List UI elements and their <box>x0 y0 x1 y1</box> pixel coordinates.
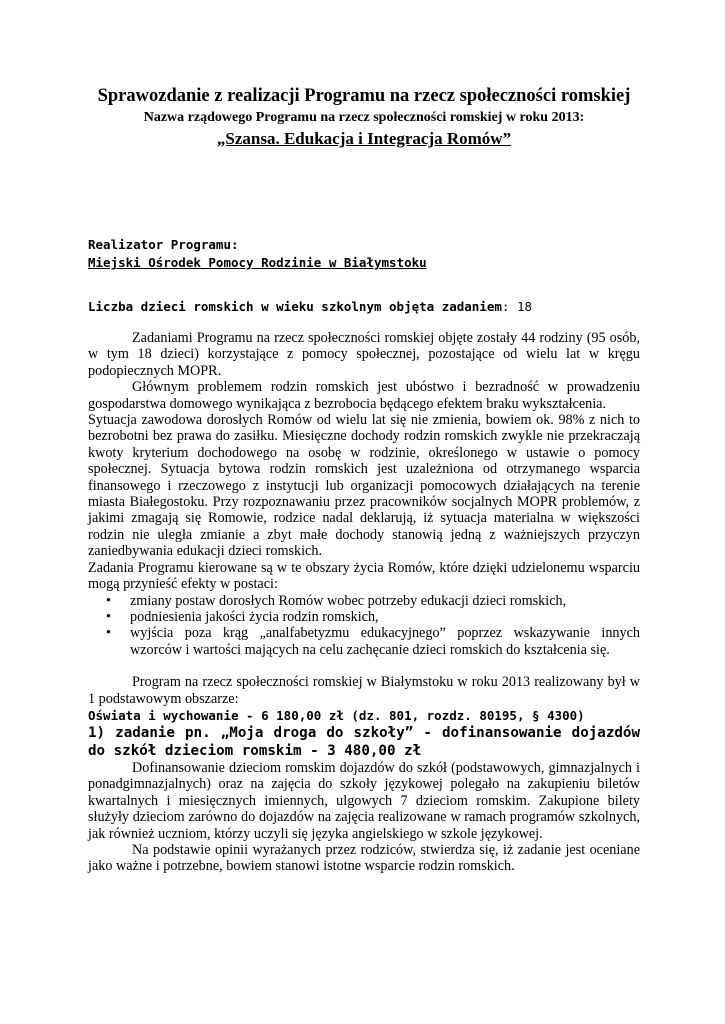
list-item <box>106 625 640 658</box>
effects-list <box>88 593 640 659</box>
paragraph-families: Zadaniami Programu na rzecz społeczności romskiej objęte zostały 44 rodziny (95 osób, w tym 18 dzieci) korzystające z pomocy społecznej, pozostające od wielu lat w kręgu podopiecznych MOPR. <box>88 330 640 379</box>
paragraph-task-description: Dofinansowanie dzieciom romskim dojazdów do szkół (podstawowych, gimnazjalnych i ponadgimnazjalnych) oraz na zajęcia do szkoły językowej polegało na zakupieniu biletów kwartalnych i miesięcznych imiennych, ulgowych 7 dzieciom romskim. Zakupione bilety służyły dzieciom zarówno do dojazdów na zajęcia realizowane w ramach programów szkolnych, jak również uczniom, którzy uczyli się języka angielskiego w szkole językowej. <box>88 759 640 842</box>
bullet-icon: • <box>106 625 111 642</box>
paragraph-task-evaluation: Na podstawie opinii wyrażanych przez rodziców, stwierdza się, iż zadanie jest oceniane jako ważne i potrzebne, bowiem stanowi istotne wsparcie rodzin romskich. <box>88 841 640 875</box>
list-item <box>106 592 640 609</box>
paragraph-employment: Sytuacja zawodowa dorosłych Romów od wielu lat się nie zmienia, bowiem ok. 98% z nich to bezrobotni bez prawa do zasiłku. Miesięczne dochody rodzin romskich zwykle nie przekraczają kwoty kryterium dochodowego na osobę w rodzinie, określonego w ustawie o pomocy społecznej. Sytuacja bytowa rodzin romskich jest uzależniona od otrzymanego wsparcia finansowego i rzeczowego z instytucji lub organizacji pomocowych działających na terenie miasta Białegostoku. Przy rozpoznawaniu przez pracowników socjalnych MOPR problemów, z jakimi zmagają się Romowie, rodzice nadal deklarują, iż sytuacja materialna w większości rodzin nie uległa zmianie a zbyt małe dochody stanowią jedną z ważniejszych przyczyn zaniedbywania edukacji dzieci romskich. <box>88 412 640 560</box>
children-count-value: : 18 <box>501 299 533 314</box>
report-body <box>88 330 640 875</box>
bullet-icon: • <box>106 592 111 609</box>
budget-line: Oświata i wychowanie - 6 180,00 zł (dz. 801, rozdz. 80195, § 4300) <box>88 707 585 723</box>
realizator-block <box>88 236 427 272</box>
list-item-text: podniesienia jakości życia rodzin romskich, <box>130 608 379 625</box>
paragraph-program-tasks: Zadania Programu kierowane są w te obszary życia Romów, które dzięki udzielonemu wsparciu mogą przynieść efekty w postaci: <box>88 559 640 593</box>
program-name-label: Nazwa rządowego Programu na rzecz społeczności romskiej w roku 2013: <box>143 110 585 125</box>
children-count-label: Liczba dzieci romskich w wieku szkolnym objęta zadaniem <box>88 299 502 314</box>
realizator-name: Miejski Ośrodek Pomocy Rodzinie w Białymstoku <box>88 255 427 270</box>
list-item-text: wyjścia poza krąg „analfabetyzmu edukacyjnego” poprzez wskazywanie innych wzorców i wartości mających na celu zachęcanie dzieci romskich do kształcenia się. <box>130 625 640 658</box>
task-heading: 1) zadanie pn. „Moja droga do szkoły” - dofinansowanie dojazdów do szkół dzieciom romskim - 3 480,00 zł <box>88 724 640 759</box>
program-name: „Szansa. Edukacja i Integracja Romów” <box>216 129 512 148</box>
list-item-text: zmiany postaw dorosłych Romów wobec potrzeby edukacji dzieci romskich, <box>130 592 567 609</box>
realizator-label: Realizator Programu: <box>88 237 239 252</box>
paragraph-program-area: Program na rzecz społeczności romskiej w Białymstoku w roku 2013 realizowany był w 1 podstawowym obszarze: <box>88 674 640 707</box>
report-title: Sprawozdanie z realizacji Programu na rzecz społeczności romskiej <box>97 86 631 106</box>
bullet-icon: • <box>106 608 111 625</box>
children-count-line <box>88 298 532 316</box>
spacer <box>88 658 640 674</box>
paragraph-main-problem: Głównym problemem rodzin romskich jest ubóstwo i bezradność w prowadzeniu gospodarstwa domowego wynikająca z bezrobocia będącego efektem braku wykształcenia. <box>88 379 640 412</box>
list-item <box>106 608 640 625</box>
title-block <box>88 86 640 149</box>
